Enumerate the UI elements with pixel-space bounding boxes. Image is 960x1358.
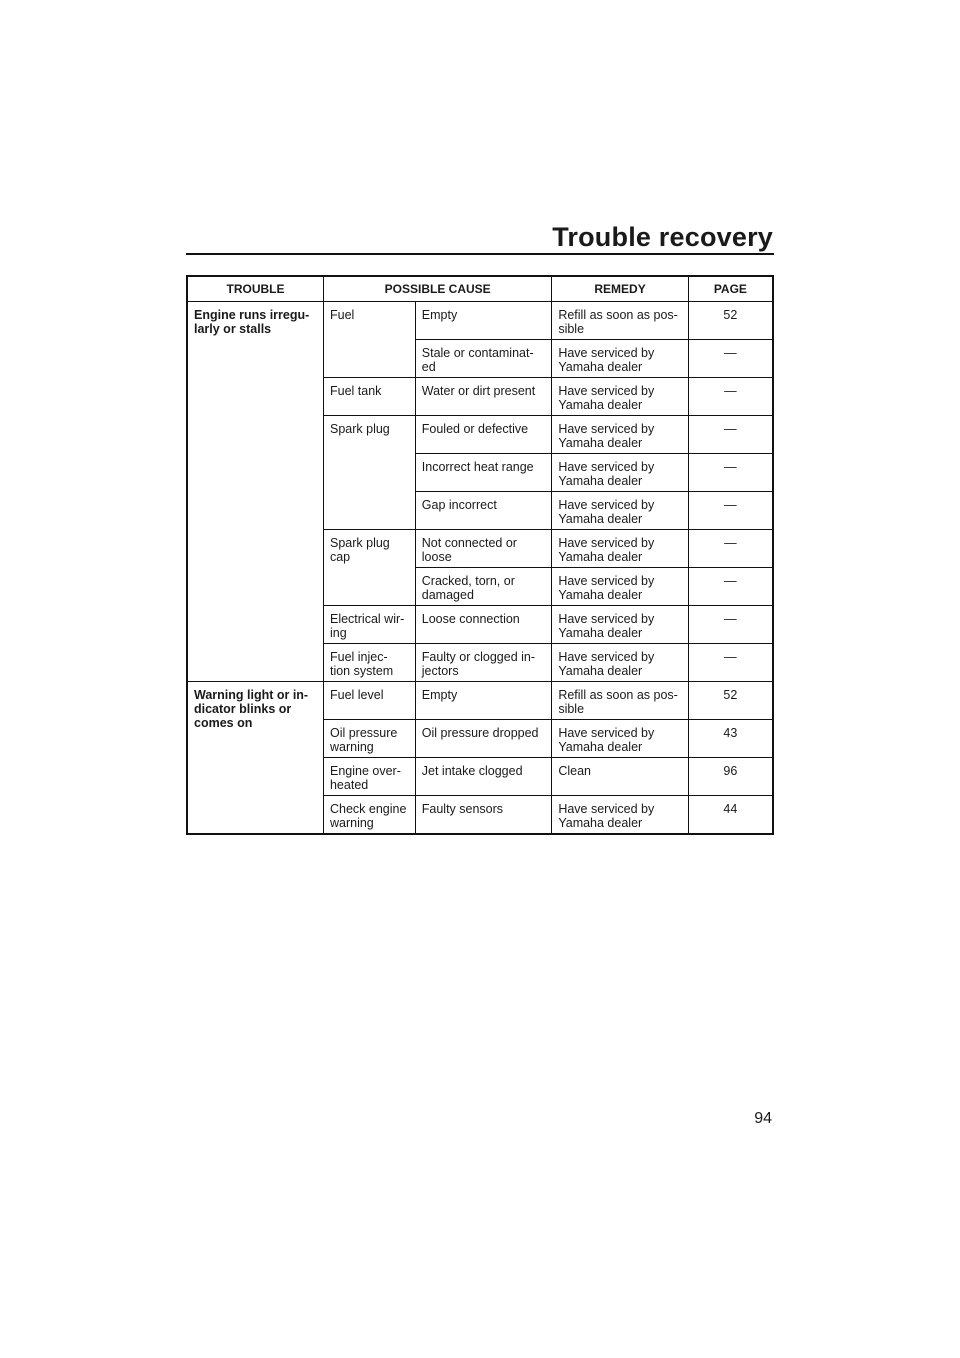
cause-detail-cell [415,644,552,682]
cause-detail-cell [415,416,552,454]
cause-detail-cell [415,378,552,416]
header-trouble: TROUBLE [187,276,323,302]
cause-cell-line: Fuel tank [329,384,382,398]
page-ref-cell: 96 [688,758,773,796]
remedy-cell-line: Have serviced by [558,574,655,588]
cause-cell-line: Check engine [329,802,407,816]
cause-cell-line: Oil pressure [329,726,398,740]
remedy-cell [552,682,688,720]
cause-cell-line: Fuel level [329,688,384,702]
trouble-cell-line: Warning light or in- [194,688,309,702]
cause-cell-line: Spark plug [329,422,390,436]
page-number: 94 [754,1110,772,1127]
header-page: PAGE [688,276,773,302]
cause-detail-cell-line: ed [421,360,436,374]
page-ref-cell: — [688,492,773,530]
remedy-cell [552,606,688,644]
trouble-recovery-table [186,275,774,835]
remedy-cell [552,302,688,340]
cause-cell [323,416,415,530]
cause-detail-cell [415,682,552,720]
page-ref-cell: — [688,606,773,644]
cause-detail-cell-line: Water or dirt present [421,384,536,398]
cause-detail-cell-line: jectors [421,664,459,678]
page-ref-cell: — [688,530,773,568]
remedy-cell-line: Clean [558,764,591,778]
cause-cell-line: Fuel [329,308,355,322]
cause-detail-cell-line: Gap incorrect [421,498,497,512]
cause-detail-cell-line: Empty [421,688,458,702]
remedy-cell [552,758,688,796]
cause-detail-cell-line: Fouled or defective [421,422,529,436]
cause-cell-line: warning [329,816,374,830]
cause-cell-line: Spark plug [329,536,390,550]
trouble-cell [187,682,323,835]
cause-detail-cell-line: Cracked, torn, or [421,574,515,588]
cause-detail-cell-line: Not connected or [421,536,517,550]
page-ref-cell: 43 [688,720,773,758]
cause-cell-line: ing [329,626,347,640]
cause-cell [323,720,415,758]
page-ref-cell: 52 [688,302,773,340]
remedy-cell [552,720,688,758]
header-remedy: REMEDY [552,276,688,302]
cause-detail-cell-line: Jet intake clogged [421,764,523,778]
remedy-cell-line: Have serviced by [558,422,655,436]
table-body [187,302,773,835]
remedy-cell-line: Yamaha dealer [558,436,643,450]
cause-cell [323,606,415,644]
trouble-cell-line: Engine runs irregu- [194,308,310,322]
remedy-cell [552,644,688,682]
cause-detail-cell-line: damaged [421,588,474,602]
trouble-cell-line: larly or stalls [194,322,272,336]
cause-cell [323,302,415,378]
cause-detail-cell-line: Empty [421,308,458,322]
table-row [187,302,773,340]
remedy-cell-line: Have serviced by [558,726,655,740]
cause-cell [323,796,415,835]
cause-detail-cell [415,606,552,644]
page-title: Trouble recovery [552,222,773,252]
remedy-cell [552,492,688,530]
header-possible-cause: POSSIBLE CAUSE [323,276,551,302]
cause-detail-cell [415,758,552,796]
table-row [187,682,773,720]
cause-cell [323,644,415,682]
remedy-cell-line: Yamaha dealer [558,474,643,488]
cause-cell [323,758,415,796]
cause-detail-cell [415,568,552,606]
remedy-cell [552,378,688,416]
cause-detail-cell-line: loose [421,550,452,564]
cause-cell-line: Fuel injec- [329,650,388,664]
cause-cell-line: Engine over- [329,764,401,778]
title-rule [186,253,774,255]
remedy-cell-line: Yamaha dealer [558,550,643,564]
remedy-cell-line: Have serviced by [558,650,655,664]
remedy-cell [552,454,688,492]
remedy-cell-line: Have serviced by [558,802,655,816]
cause-detail-cell-line: Loose connection [421,612,520,626]
trouble-cell-line: dicator blinks or [194,702,292,716]
cause-detail-cell [415,720,552,758]
page-ref-cell: — [688,644,773,682]
remedy-cell-line: Have serviced by [558,498,655,512]
remedy-cell [552,796,688,835]
cause-detail-cell [415,454,552,492]
page-ref-cell: 44 [688,796,773,835]
cause-cell [323,530,415,606]
cause-detail-cell-line: Faulty or clogged in- [421,650,536,664]
cause-detail-cell-line: Stale or contaminat- [421,346,534,360]
cause-cell-line: tion system [329,664,394,678]
remedy-cell-line: Yamaha dealer [558,626,643,640]
remedy-cell-line: Yamaha dealer [558,398,643,412]
cause-cell-line: heated [329,778,369,792]
remedy-cell-line: Yamaha dealer [558,512,643,526]
remedy-cell-line: Have serviced by [558,460,655,474]
cause-cell-line: cap [329,550,351,564]
remedy-cell-line: Have serviced by [558,384,655,398]
cause-detail-cell [415,530,552,568]
cause-cell [323,682,415,720]
trouble-cell [187,302,323,682]
remedy-cell [552,416,688,454]
page-ref-cell: 52 [688,682,773,720]
cause-detail-cell [415,340,552,378]
remedy-cell-line: Have serviced by [558,612,655,626]
remedy-cell-line: Yamaha dealer [558,816,643,830]
cause-cell-line: warning [329,740,374,754]
page-ref-cell: — [688,416,773,454]
remedy-cell-line: Yamaha dealer [558,740,643,754]
trouble-cell-line: comes on [194,716,253,730]
cause-detail-cell [415,796,552,835]
cause-detail-cell-line: Oil pressure dropped [421,726,539,740]
remedy-cell-line: Yamaha dealer [558,360,643,374]
page-ref-cell: — [688,454,773,492]
page-ref-cell: — [688,568,773,606]
cause-detail-cell-line: Incorrect heat range [421,460,534,474]
cause-detail-cell-line: Faulty sensors [421,802,504,816]
remedy-cell-line: Refill as soon as pos- [558,308,678,322]
cause-detail-cell [415,492,552,530]
remedy-cell-line: Yamaha dealer [558,664,643,678]
remedy-cell [552,530,688,568]
remedy-cell-line: sible [558,702,585,716]
cause-cell [323,378,415,416]
remedy-cell-line: Yamaha dealer [558,588,643,602]
remedy-cell-line: sible [558,322,585,336]
remedy-cell [552,340,688,378]
table-header-row [187,276,773,302]
remedy-cell-line: Refill as soon as pos- [558,688,678,702]
remedy-cell-line: Have serviced by [558,536,655,550]
page-ref-cell: — [688,340,773,378]
remedy-cell [552,568,688,606]
remedy-cell-line: Have serviced by [558,346,655,360]
page-ref-cell: — [688,378,773,416]
cause-cell-line: Electrical wir- [329,612,405,626]
cause-detail-cell [415,302,552,340]
